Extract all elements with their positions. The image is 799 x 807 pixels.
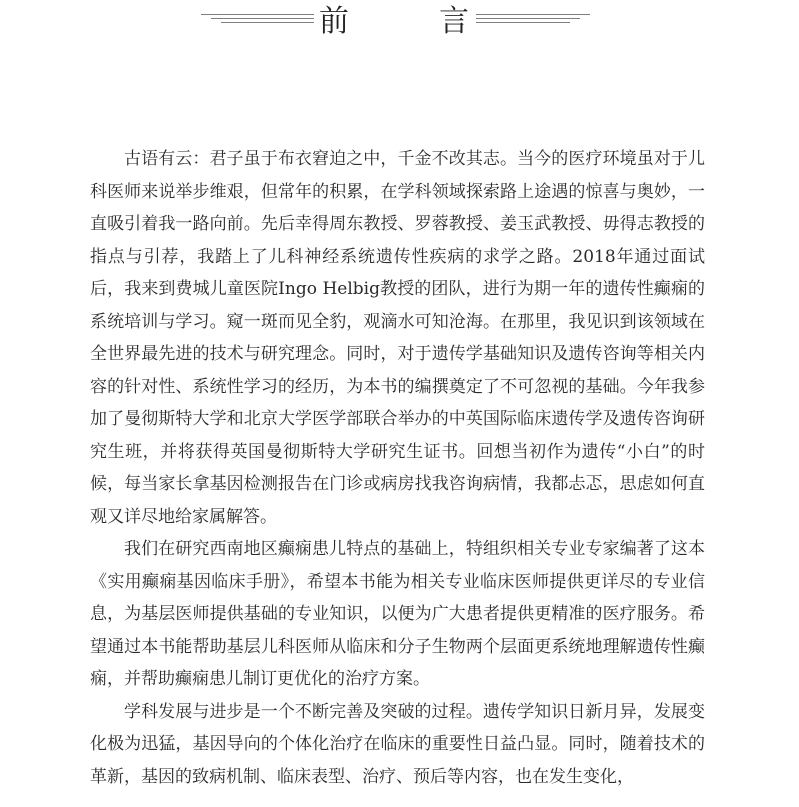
decorative-rule [476,18,580,19]
paragraph: 古语有云：君子虽于布衣窘迫之中，千金不改其志。当今的医疗环境虽对于儿科医师来说举步维艰，但常年的积累，在学科领域探索路上途遇的惊喜与奥妙，一直吸引着我一路向前。先后幸得周东教授、罗蓉教授、姜玉武教授、毋得志教授的指点与引荐，我踏上了儿科神经系统遗传性疾病的求学之路。2018年通过面试后，我来到费城儿童医院Ingo Helbig教授的团队，进行为期一年的遗传性癫痫的系统培训与学习。窥一斑而见全豹，观滴水可知沧海。在那里，我见识到该领域在全世界最先进的技术与研究理念。同时，对于遗传学基础知识及遗传咨询等相关内容的针对性、系统性学习的经历，为本书的编撰奠定了不可忽视的基础。今年我参加了曼彻斯特大学和北京大学医学部联合举办的中英国际临床遗传学及遗传咨询研究生班，并将获得英国曼彻斯特大学研究生证书。回想当初作为遗传“小白”的时候，每当家长拿基因检测报告在门诊或病房找我咨询病情，我都忐忑，思虑如何直观又详尽地给家属解答。 [90,149,705,527]
page-title [319,2,469,42]
page-title-left: 前 [319,4,349,39]
decorative-rule [201,14,314,15]
paragraph: 学科发展与进步是一个不断完善及突破的过程。遗传学知识日新月异，发展变化极为迅猛，基因导向的个体化治疗在临床的重要性日益凸显。同时，随着技术的革新，基因的致病机制、临床表型、治疗、预后等内容，也在发生变化， [90,701,705,787]
preface-content [90,143,705,793]
decorative-rule [211,18,314,19]
paragraph: 我们在研究西南地区癫痫患儿特点的基础上，特组织相关专业专家编著了这本《实用癫痫基因临床手册》，希望本书能为相关专业临床医师提供更详尽的专业信息，为基层医师提供基础的专业知识，以便为广大患者提供更精准的医疗服务。希望通过本书能帮助基层儿科医师从临床和分子生物两个层面更系统地理解遗传性癫痫，并帮助癫痫患儿制订更优化的治疗方案。 [90,539,705,689]
decorative-rule [221,22,314,23]
page-title-right: 言 [439,4,469,39]
page-header [0,0,799,48]
decorative-rule [476,14,590,15]
decorative-rule [476,22,570,23]
